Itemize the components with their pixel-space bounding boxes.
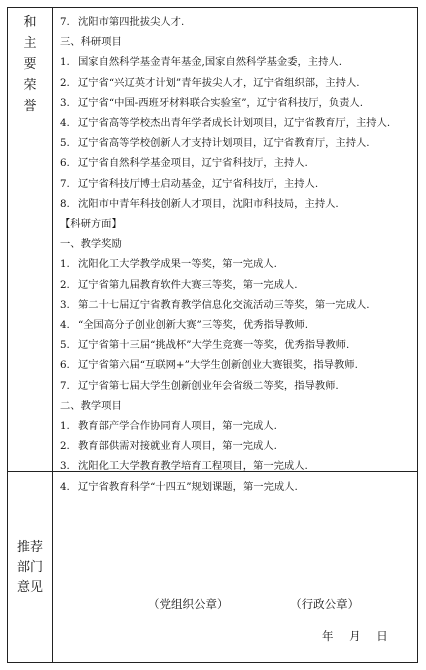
recommendation-label xyxy=(8,538,52,598)
content-line xyxy=(60,73,414,93)
content-line xyxy=(60,396,414,416)
content-line xyxy=(60,153,414,173)
admin-stamp: （行政公章） xyxy=(290,597,360,611)
content-line xyxy=(60,355,414,375)
honors-label xyxy=(8,12,52,117)
item-text: 二、教学项目 xyxy=(60,399,122,412)
content-line xyxy=(60,254,414,274)
item-text: 辽宁省第十三届“挑战杯”大学生竞赛一等奖，优秀指导教师. xyxy=(78,339,350,352)
item-text: 沈阳市第四批拔尖人才. xyxy=(78,16,185,28)
item-text: 辽宁省“中国-西班牙材料联合实验室”，辽宁省科技厅，负责人. xyxy=(78,96,363,109)
item-number: 6. xyxy=(60,359,70,372)
honors-label-char: 荣 xyxy=(23,78,37,93)
content-line xyxy=(60,335,414,355)
item-text: 国家自然科学基金青年基金,国家自然科学基金委，主持人. xyxy=(78,56,342,69)
content-line xyxy=(60,234,414,254)
form-table xyxy=(7,7,418,663)
stamp-line xyxy=(148,596,417,612)
item-number: 6. xyxy=(60,157,70,170)
item-text: 辽宁省自然科学基金项目，辽宁省科技厅，主持人. xyxy=(78,157,308,170)
item-text: 第二十七届辽宁省教育教学信息化交流活动三等奖，第一完成人. xyxy=(78,298,370,311)
content-line xyxy=(60,12,414,32)
content-line xyxy=(60,93,414,113)
honors-label-char: 和 xyxy=(23,15,37,30)
item-text: 辽宁省第七届大学生创新创业年会省级二等奖，指导教师. xyxy=(78,379,339,392)
content-line xyxy=(60,32,414,52)
content-line xyxy=(60,214,414,234)
item-number: 1. xyxy=(60,56,70,69)
item-text: 沈阳化工大学教育教学培育工程项目，第一完成人. xyxy=(78,460,308,473)
content-line xyxy=(60,194,414,214)
content-line xyxy=(60,174,414,194)
honors-label-char: 主 xyxy=(23,36,37,51)
item-number: 2. xyxy=(60,278,70,291)
content-line xyxy=(60,376,414,396)
content-line xyxy=(60,52,414,72)
item-number: 4. xyxy=(60,319,70,332)
recommendation-label-line: 意见 xyxy=(16,580,43,595)
content-line xyxy=(60,477,414,497)
item-number: 2. xyxy=(60,76,70,89)
honors-label-char: 誉 xyxy=(23,99,37,114)
item-text: 三、科研项目 xyxy=(60,36,122,49)
item-number: 4. xyxy=(60,117,70,130)
content-line xyxy=(60,315,414,335)
item-number: 7. xyxy=(60,379,70,392)
item-number: 2. xyxy=(60,440,70,453)
content-line xyxy=(60,436,414,456)
item-text: 教育部供需对接就业育人项目，第一完成人. xyxy=(78,440,277,453)
item-text: 教育部产学合作协同育人项目，第一完成人. xyxy=(78,420,277,433)
item-text: 辽宁省教育科学“十四五”规划课题，第一完成人. xyxy=(78,480,298,493)
column-divider xyxy=(52,8,53,662)
item-number: 1. xyxy=(60,258,70,271)
item-text: 辽宁省高等学校创新人才支持计划项目，辽宁省教育厅，主持人. xyxy=(78,137,370,150)
honors-content xyxy=(60,12,414,497)
party-stamp: （党组织公章） xyxy=(148,597,229,611)
item-text: 沈阳市中青年科技创新人才项目，沈阳市科技局，主持人. xyxy=(78,197,339,210)
item-number: 3. xyxy=(60,460,70,473)
item-text: 辽宁省第六届“互联网+”大学生创新创业大赛银奖，指导教师. xyxy=(78,359,358,372)
item-number: 7. xyxy=(60,16,70,28)
content-line xyxy=(60,295,414,315)
item-text: 【科研方面】 xyxy=(60,218,122,231)
item-number: 5. xyxy=(60,339,70,352)
item-text: 辽宁省“兴辽英才计划”青年拔尖人才，辽宁省组织部，主持人. xyxy=(78,76,360,89)
item-number: 1. xyxy=(60,420,70,433)
honors-label-char: 要 xyxy=(23,57,37,72)
recommendation-label-line: 推荐 xyxy=(16,540,43,555)
item-text: 辽宁省第九届教育软件大赛三等奖，第一完成人. xyxy=(78,278,298,291)
content-line xyxy=(60,113,414,133)
recommendation-label-line: 部门 xyxy=(16,560,43,575)
item-number: 5. xyxy=(60,137,70,150)
item-number: 4. xyxy=(60,480,70,493)
item-number: 3. xyxy=(60,298,70,311)
item-text: 沈阳化工大学教学成果一等奖，第一完成人. xyxy=(78,258,277,271)
item-text: 一、教学奖励 xyxy=(60,238,122,251)
item-number: 8. xyxy=(60,197,70,210)
content-line xyxy=(60,275,414,295)
item-text: 辽宁省高等学校杰出青年学者成长计划项目，辽宁省教育厅，主持人. xyxy=(78,117,391,130)
date-line: 年 月 日 xyxy=(322,629,388,643)
item-text: “全国高分子创业创新大赛”三等奖，优秀指导教师. xyxy=(78,319,309,332)
item-text: 辽宁省科技厅博士启动基金，辽宁省科技厅，主持人. xyxy=(78,177,319,190)
content-line xyxy=(60,416,414,436)
item-number: 3. xyxy=(60,96,70,109)
content-line xyxy=(60,133,414,153)
content-line xyxy=(60,456,414,476)
item-number: 7. xyxy=(60,177,70,190)
